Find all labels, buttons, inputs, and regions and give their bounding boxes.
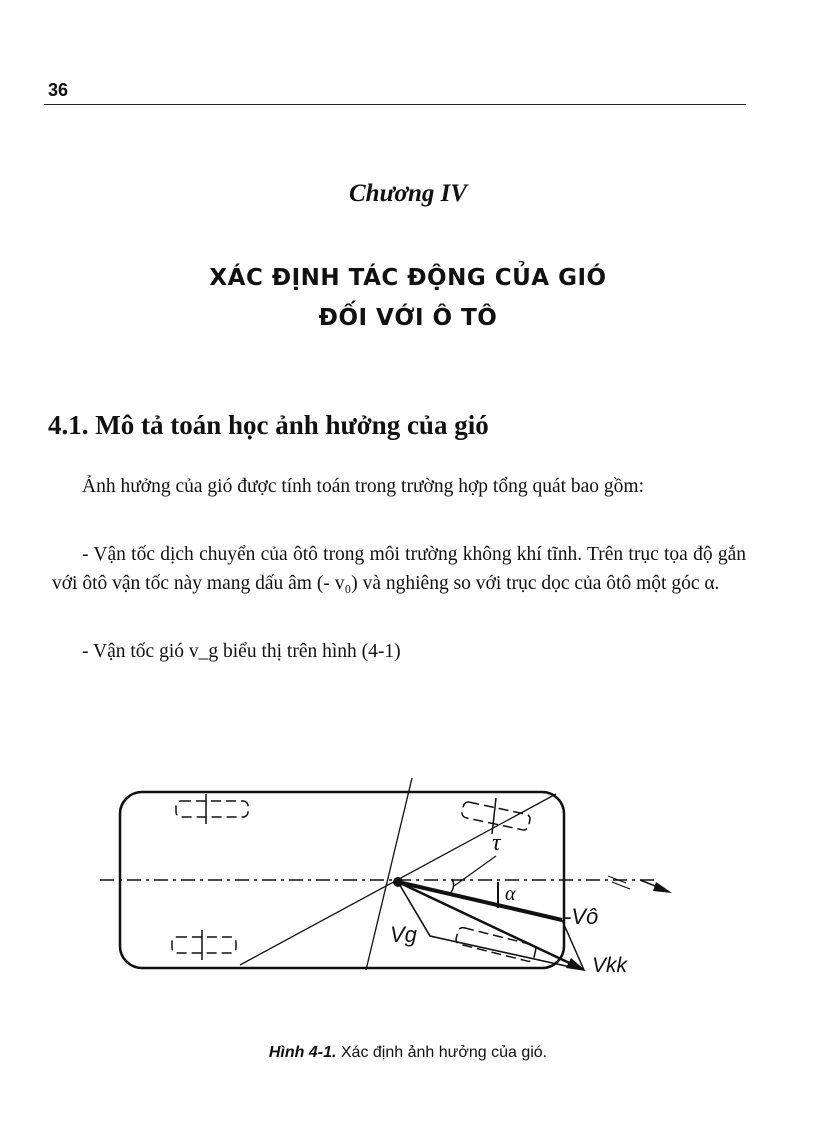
section-heading: 4.1. Mô tả toán học ảnh hưởng của gió xyxy=(48,410,489,440)
axis-hatch-2 xyxy=(612,882,630,889)
axis-arrow-head xyxy=(653,882,672,893)
chapter-title xyxy=(0,258,816,338)
wheel-front-left xyxy=(176,794,248,824)
header-rule xyxy=(44,104,746,105)
figure-caption xyxy=(0,1044,816,1062)
label-vkk: Vkk xyxy=(592,954,628,977)
page-number: 36 xyxy=(48,80,69,100)
vector-minus-v0 xyxy=(398,882,562,920)
angle-tau-arc xyxy=(450,879,454,894)
chapter-title-line-1: XÁC ĐỊNH TÁC ĐỘNG CỦA GIÓ xyxy=(209,265,607,291)
chapter-title-line-2: ĐỐI VỚI Ô TÔ xyxy=(318,305,498,331)
vector-vkk xyxy=(398,882,580,968)
label-alpha: α xyxy=(505,883,516,905)
figure-caption-label: Hình 4-1. xyxy=(268,1044,337,1061)
figure-caption-text: Xác định ảnh hưởng của gió. xyxy=(336,1044,548,1061)
angle-tau-leader xyxy=(454,856,496,886)
paragraph-wind-velocity: - Vận tốc gió v_g biểu thị trên hình (4-1) xyxy=(82,641,401,662)
wheel-front-right xyxy=(461,798,531,834)
label-tau: τ xyxy=(492,830,501,856)
paragraph-intro: Ảnh hưởng của gió được tính toán trong trường hợp tổng quát bao gồm: xyxy=(82,476,645,497)
label-vg: Vg xyxy=(390,922,417,947)
wheel-rear-left xyxy=(172,930,236,960)
chapter-heading: Chương IV xyxy=(348,180,468,207)
paragraph-vehicle-velocity: - Vận tốc dịch chuyển của ôtô trong môi trường không khí tĩnh. Trên trục tọa độ gắn với ôtô vận tốc này mang dấu âm (- v₀) và nghiêng so với trục dọc của ôtô một góc α. xyxy=(52,544,746,594)
label-minus-v0: -Vô xyxy=(564,904,599,929)
wind-effect-diagram xyxy=(100,760,680,1000)
